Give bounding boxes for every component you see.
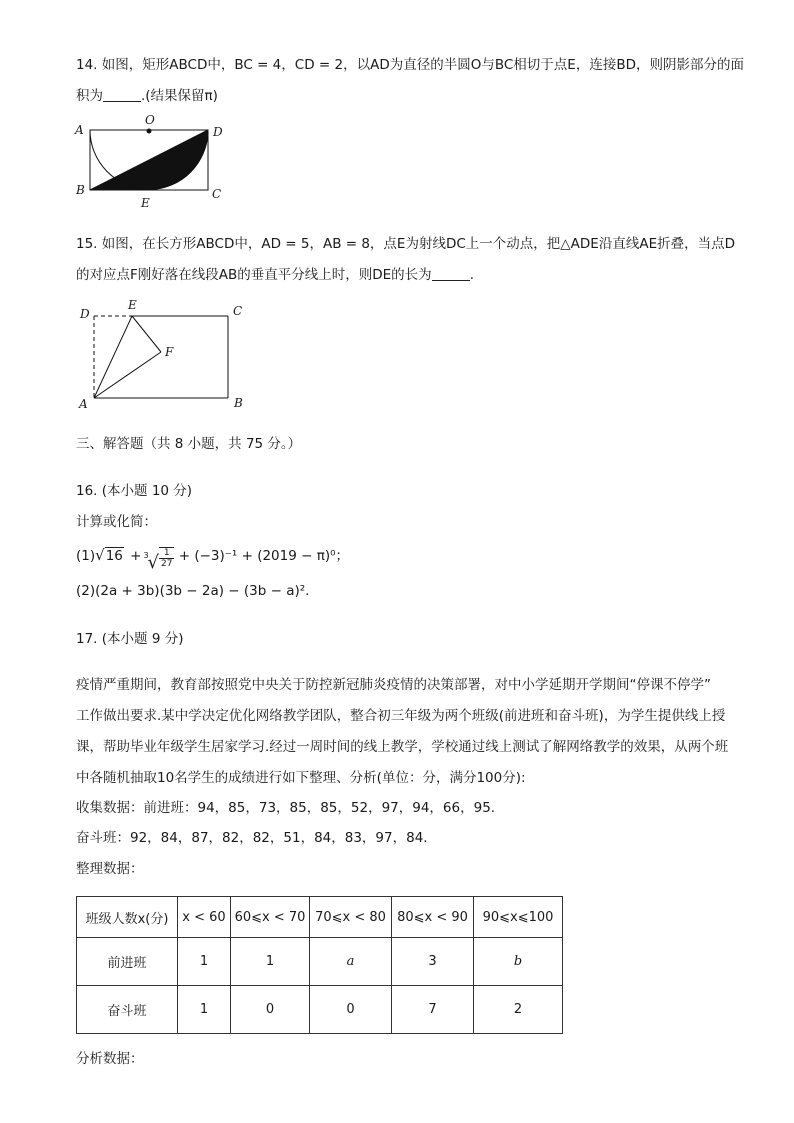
q17-header: 17. (本小题 9 分) <box>76 631 184 647</box>
table-header-cell: 60⩽x < 70 <box>231 897 310 938</box>
segment-fa <box>94 352 161 398</box>
label-f: F <box>165 345 174 359</box>
table-header-cell: x < 60 <box>178 897 231 938</box>
label-c: C <box>212 187 222 201</box>
table-row <box>77 938 563 986</box>
q15-line1: 15. 如图，在长方形ABCD中，AD = 5，AB = 8，点E为射线DC上一个动点，把△ADE沿直线AE折叠，当点D <box>76 236 735 252</box>
q14-line1: 14. 如图，矩形ABCD中，BC = 4，CD = 2，以AD为直径的半圆O与BC相切于点E，连接BD，则阴影部分的面 <box>76 57 744 73</box>
q17-para-line1: 疫情严重期间，教育部按照党中央关于防控新冠肺炎疫情的决策部署，对中小学延期开学期间“停课不停学” <box>76 677 711 693</box>
table-header-row <box>77 897 563 938</box>
table-header-cell: 班级人数x(分) <box>77 897 178 938</box>
q17-collect: 收集数据：前进班：94，85，73，85，85，52，97，94，66，95. <box>76 800 496 816</box>
cube-root: 3 √ $\frac{1}{27}$ <box>143 548 173 573</box>
label-b: B <box>234 396 243 410</box>
label-a: A <box>75 123 84 137</box>
table-cell: 奋斗班 <box>77 986 178 1034</box>
table-header-cell: 80⩽x < 90 <box>392 897 474 938</box>
q14-line2 <box>76 87 218 105</box>
score-table <box>76 896 563 1034</box>
part1-rest: + (−3)⁻¹ + (2019 − π)⁰； <box>178 548 350 564</box>
label-e: E <box>128 298 137 312</box>
table-cell: 7 <box>392 986 474 1034</box>
fraction <box>159 547 174 569</box>
q17-organize: 整理数据： <box>76 861 144 877</box>
label-d: D <box>80 307 90 321</box>
table-cell: a <box>310 938 392 986</box>
sqrt-16: √16 <box>95 546 123 564</box>
q15-figure <box>72 296 252 412</box>
q15-line2-suffix: . <box>469 267 474 283</box>
q15-line2-prefix: 的对应点F刚好落在线段AB的垂直平分线上时，则DE的长为 <box>76 267 432 283</box>
label-o: O <box>145 113 155 127</box>
label-e: E <box>141 196 150 210</box>
q15-line2 <box>76 266 474 284</box>
q16-header: 16. (本小题 10 分) <box>76 483 193 499</box>
section3-title: 三、解答题（共 8 小题，共 75 分。） <box>76 436 302 452</box>
segment-ae <box>94 316 132 398</box>
table-cell: 前进班 <box>77 938 178 986</box>
center-o-dot <box>147 129 152 134</box>
segment-ef <box>132 316 161 352</box>
table-cell: 0 <box>231 986 310 1034</box>
q16-instruction: 计算或化简： <box>76 514 157 530</box>
q14-line2-suffix: .(结果保留π) <box>141 88 218 104</box>
answer-blank <box>103 88 141 102</box>
label-d: D <box>213 125 223 139</box>
table-cell: b <box>474 938 563 986</box>
table-cell: 0 <box>310 986 392 1034</box>
fraction-numerator: 1 <box>159 548 174 559</box>
q17-analyze: 分析数据： <box>76 1051 144 1067</box>
label-b: B <box>76 183 85 197</box>
table-header-cell: 70⩽x < 80 <box>310 897 392 938</box>
table-row <box>77 986 563 1034</box>
cube-index: 3 <box>143 551 149 560</box>
label-a: A <box>79 397 88 411</box>
table-cell: 2 <box>474 986 563 1034</box>
fraction-denominator: 27 <box>160 559 173 569</box>
table-header-cell: 90⩽x⩽100 <box>474 897 563 938</box>
q14-figure <box>70 112 230 212</box>
q17-fendou: 奋斗班：92，84，87，82，82，51，84，83，97，84. <box>76 830 428 846</box>
table-cell: 1 <box>178 986 231 1034</box>
part1-label: (1) <box>76 548 96 564</box>
q17-para-line3: 课，帮助毕业年级学生居家学习.经过一周时间的线上教学，学校通过线上测试了解网络教学的效果，从两个班 <box>76 739 729 755</box>
table-cell: 3 <box>392 938 474 986</box>
q16-part1: (1)√16 + 3 √ $\frac{1}{27}$ + (−3)⁻¹ + (2019 − π)⁰； <box>76 546 350 573</box>
q16-part2: (2)(2a + 3b)(3b − 2a) − (3b − a)². <box>76 583 310 599</box>
table-cell: 1 <box>231 938 310 986</box>
radicand-16: 16 <box>105 548 123 564</box>
q17-para-line2: 工作做出要求.某中学决定优化网络教学团队，整合初三年级为两个班级(前进班和奋斗班)，为学生提供线上授 <box>76 708 726 724</box>
label-c: C <box>233 304 243 318</box>
table-cell: 1 <box>178 938 231 986</box>
answer-blank <box>432 267 470 281</box>
q17-para-line4: 中各随机抽取10名学生的成绩进行如下整理、分析(单位：分，满分100分): <box>76 770 526 786</box>
q14-line2-prefix: 积为 <box>76 88 103 104</box>
